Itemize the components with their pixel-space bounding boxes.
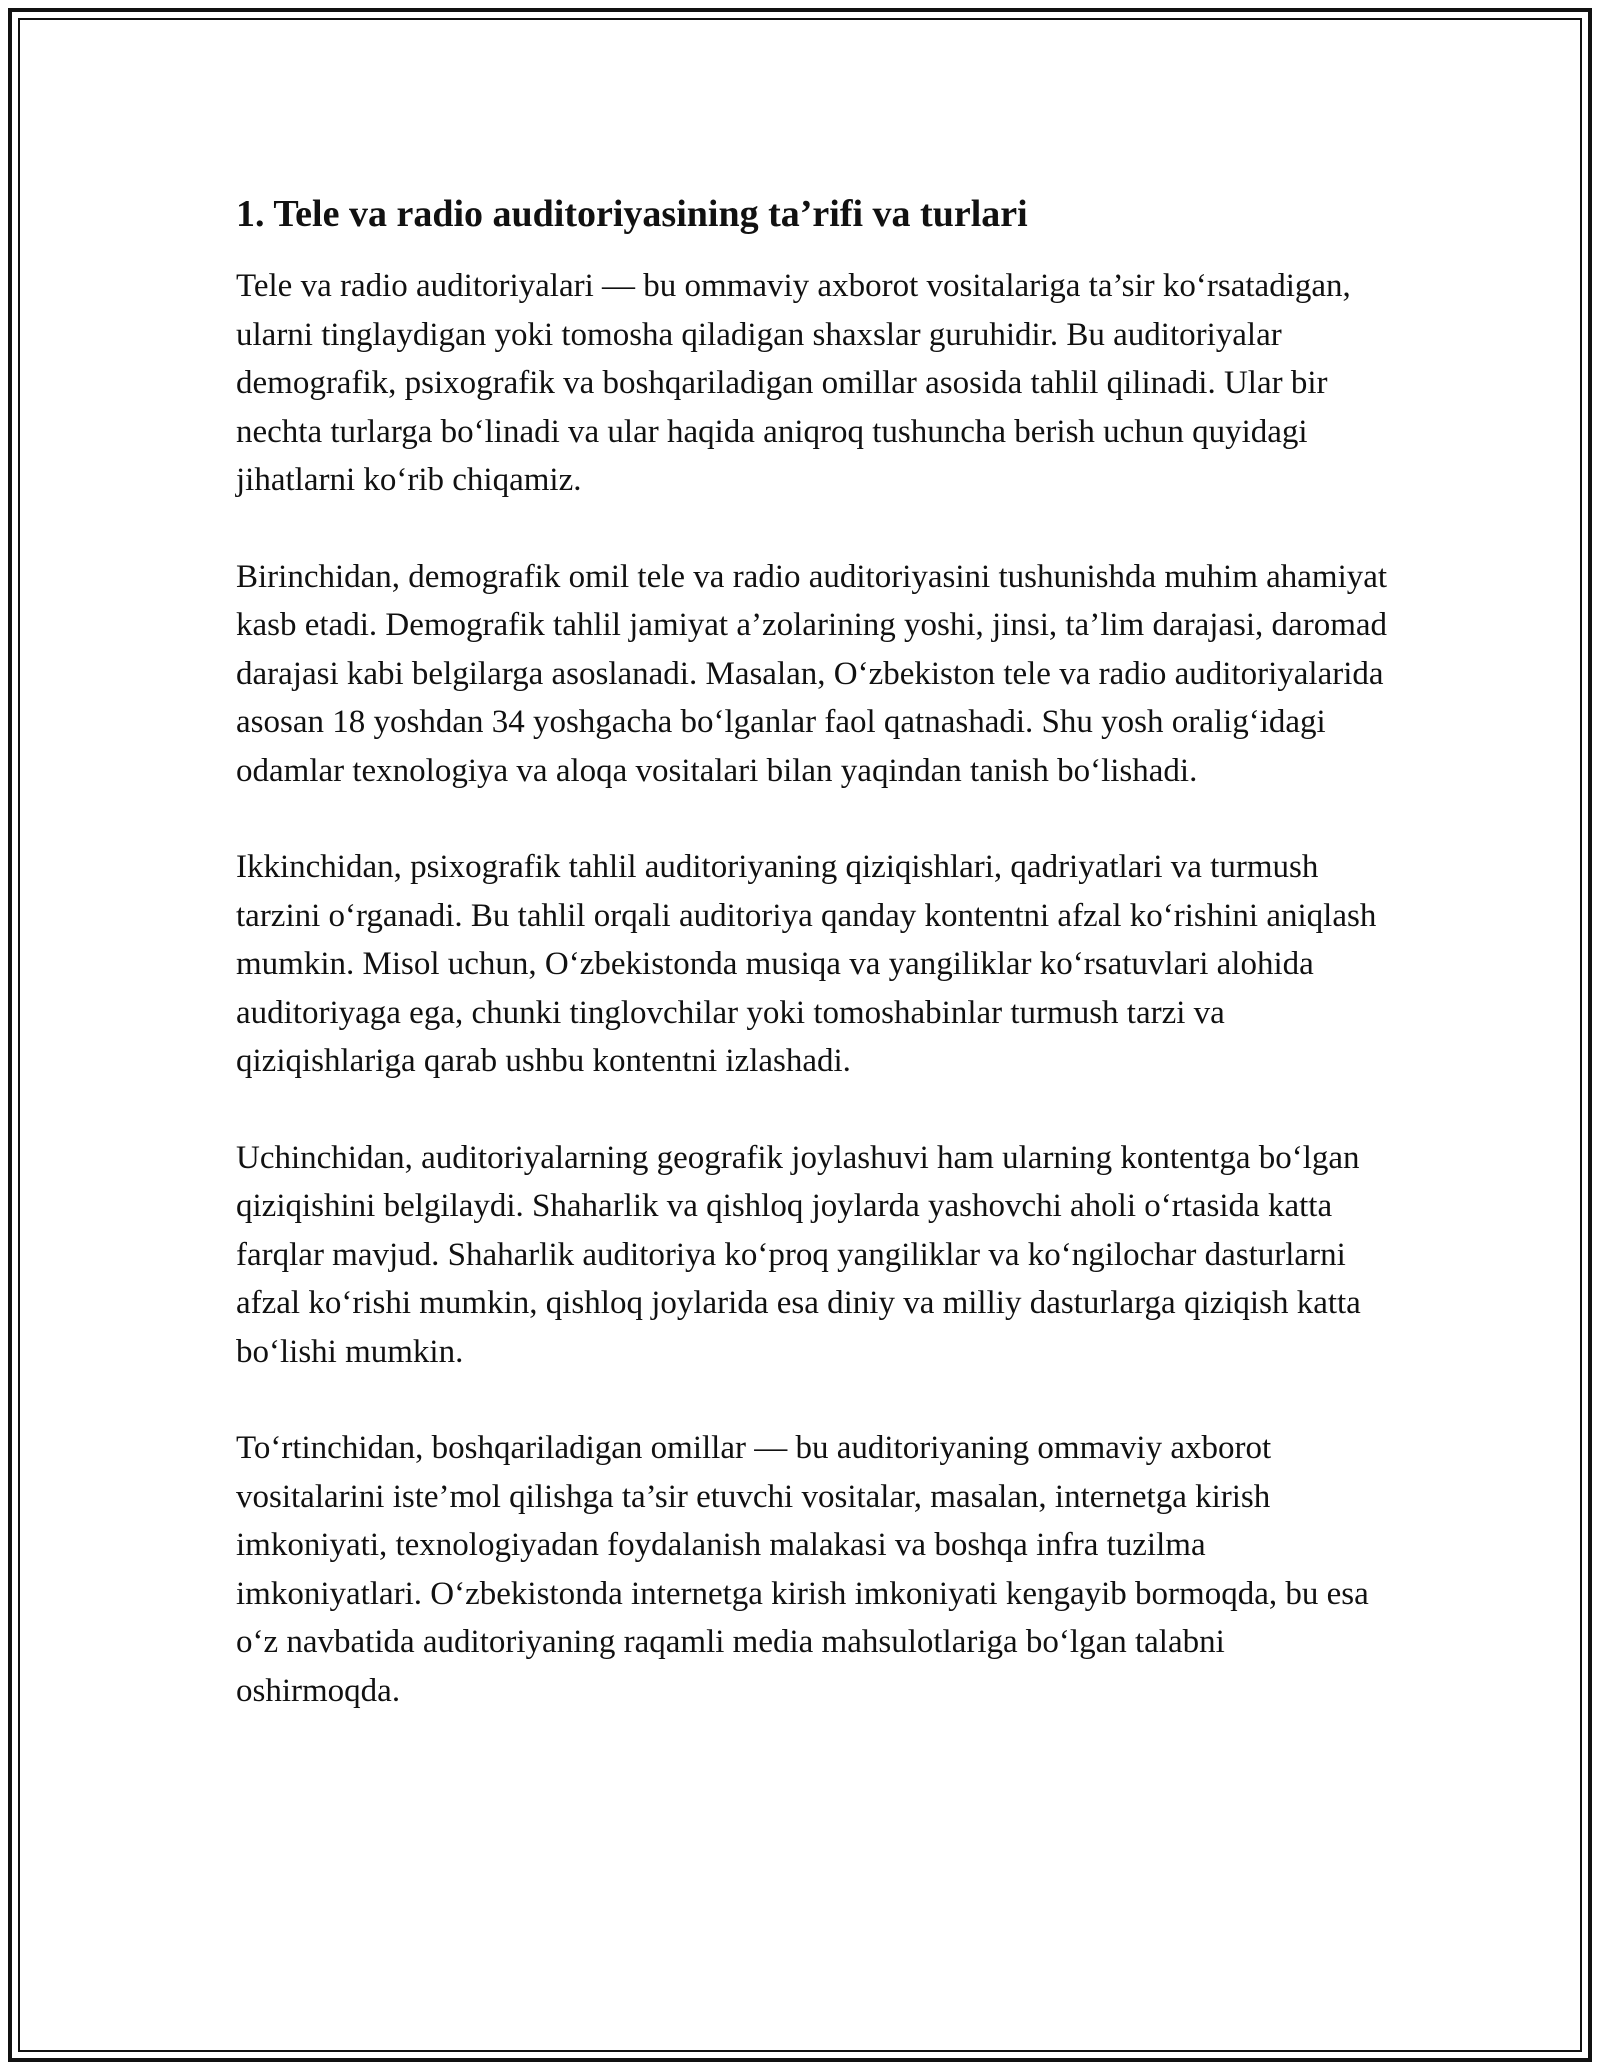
paragraph-5: To‘rtinchidan, boshqariladigan omillar — bu auditoriyaning ommaviy axborot vositalarini iste’mol qilishga ta’sir etuvchi vositalar, masalan, internetga kirish imkoniyati, texnologiyadan foydalanish malakasi va boshqa infra tuzilma imkoniyatlari. O‘zbekistonda internetga kirish imkoniyati kengayib bormoqda, bu esa o‘z navbatida auditoriyaning raqamli media mahsulotlariga bo‘lgan talabni oshirmoqda. bbox=[236, 1430, 1369, 1709]
document-body bbox=[236, 188, 1396, 1763]
paragraph-3: Ikkinchidan, psixografik tahlil auditoriyaning qiziqishlari, qadriyatlari va turmush tarzini o‘rganadi. Bu tahlil orqali auditoriya qanday kontentni afzal ko‘rishini aniqlash mumkin. Misol uchun, O‘zbekistonda musiqa va yangiliklar ko‘rsatuvlari alohida auditoriyaga ega, chunki tinglovchilar yoki tomoshabinlar turmush tarzi va qiziqishlariga qarab ushbu kontentni izlashadi. bbox=[236, 849, 1377, 1079]
section-heading: 1. Tele va radio auditoriyasining ta’rifi va turlari bbox=[236, 193, 1028, 235]
paragraph-4: Uchinchidan, auditoriyalarning geografik joylashuvi ham ularning kontentga bo‘lgan qiziqishini belgilaydi. Shaharlik va qishloq joylarda yashovchi aholi o‘rtasida katta farqlar mavjud. Shaharlik auditoriya ko‘proq yangiliklar va ko‘ngilochar dasturlarni afzal ko‘rishi mumkin, qishloq joylarida esa diniy va milliy dasturlarga qiziqish katta bo‘lishi mumkin. bbox=[236, 1139, 1361, 1370]
paragraph-1: Tele va radio auditoriyalari — bu ommaviy axborot vositalariga ta’sir ko‘rsatadigan, ularni tinglaydigan yoki tomosha qiladigan shaxslar guruhidir. Bu auditoriyalar demografik, psixografik va boshqariladigan omillar asosida tahlil qilinadi. Ular bir nechta turlarga bo‘linadi va ular haqida aniqroq tushuncha berish uchun quyidagi jihatlarni ko‘rib chiqamiz. bbox=[236, 268, 1351, 498]
paragraph-2: Birinchidan, demografik omil tele va radio auditoriyasini tushunishda muhim ahamiyat kasb etadi. Demografik tahlil jamiyat a’zolarining yoshi, jinsi, ta’lim darajasi, daromad darajasi kabi belgilarga asoslanadi. Masalan, O‘zbekiston tele va radio auditoriyalarida asosan 18 yoshdan 34 yoshgacha bo‘lganlar faol qatnashadi. Shu yosh oralig‘idagi odamlar texnologiya va aloqa vositalari bilan yaqindan tanish bo‘lishadi. bbox=[236, 558, 1388, 789]
